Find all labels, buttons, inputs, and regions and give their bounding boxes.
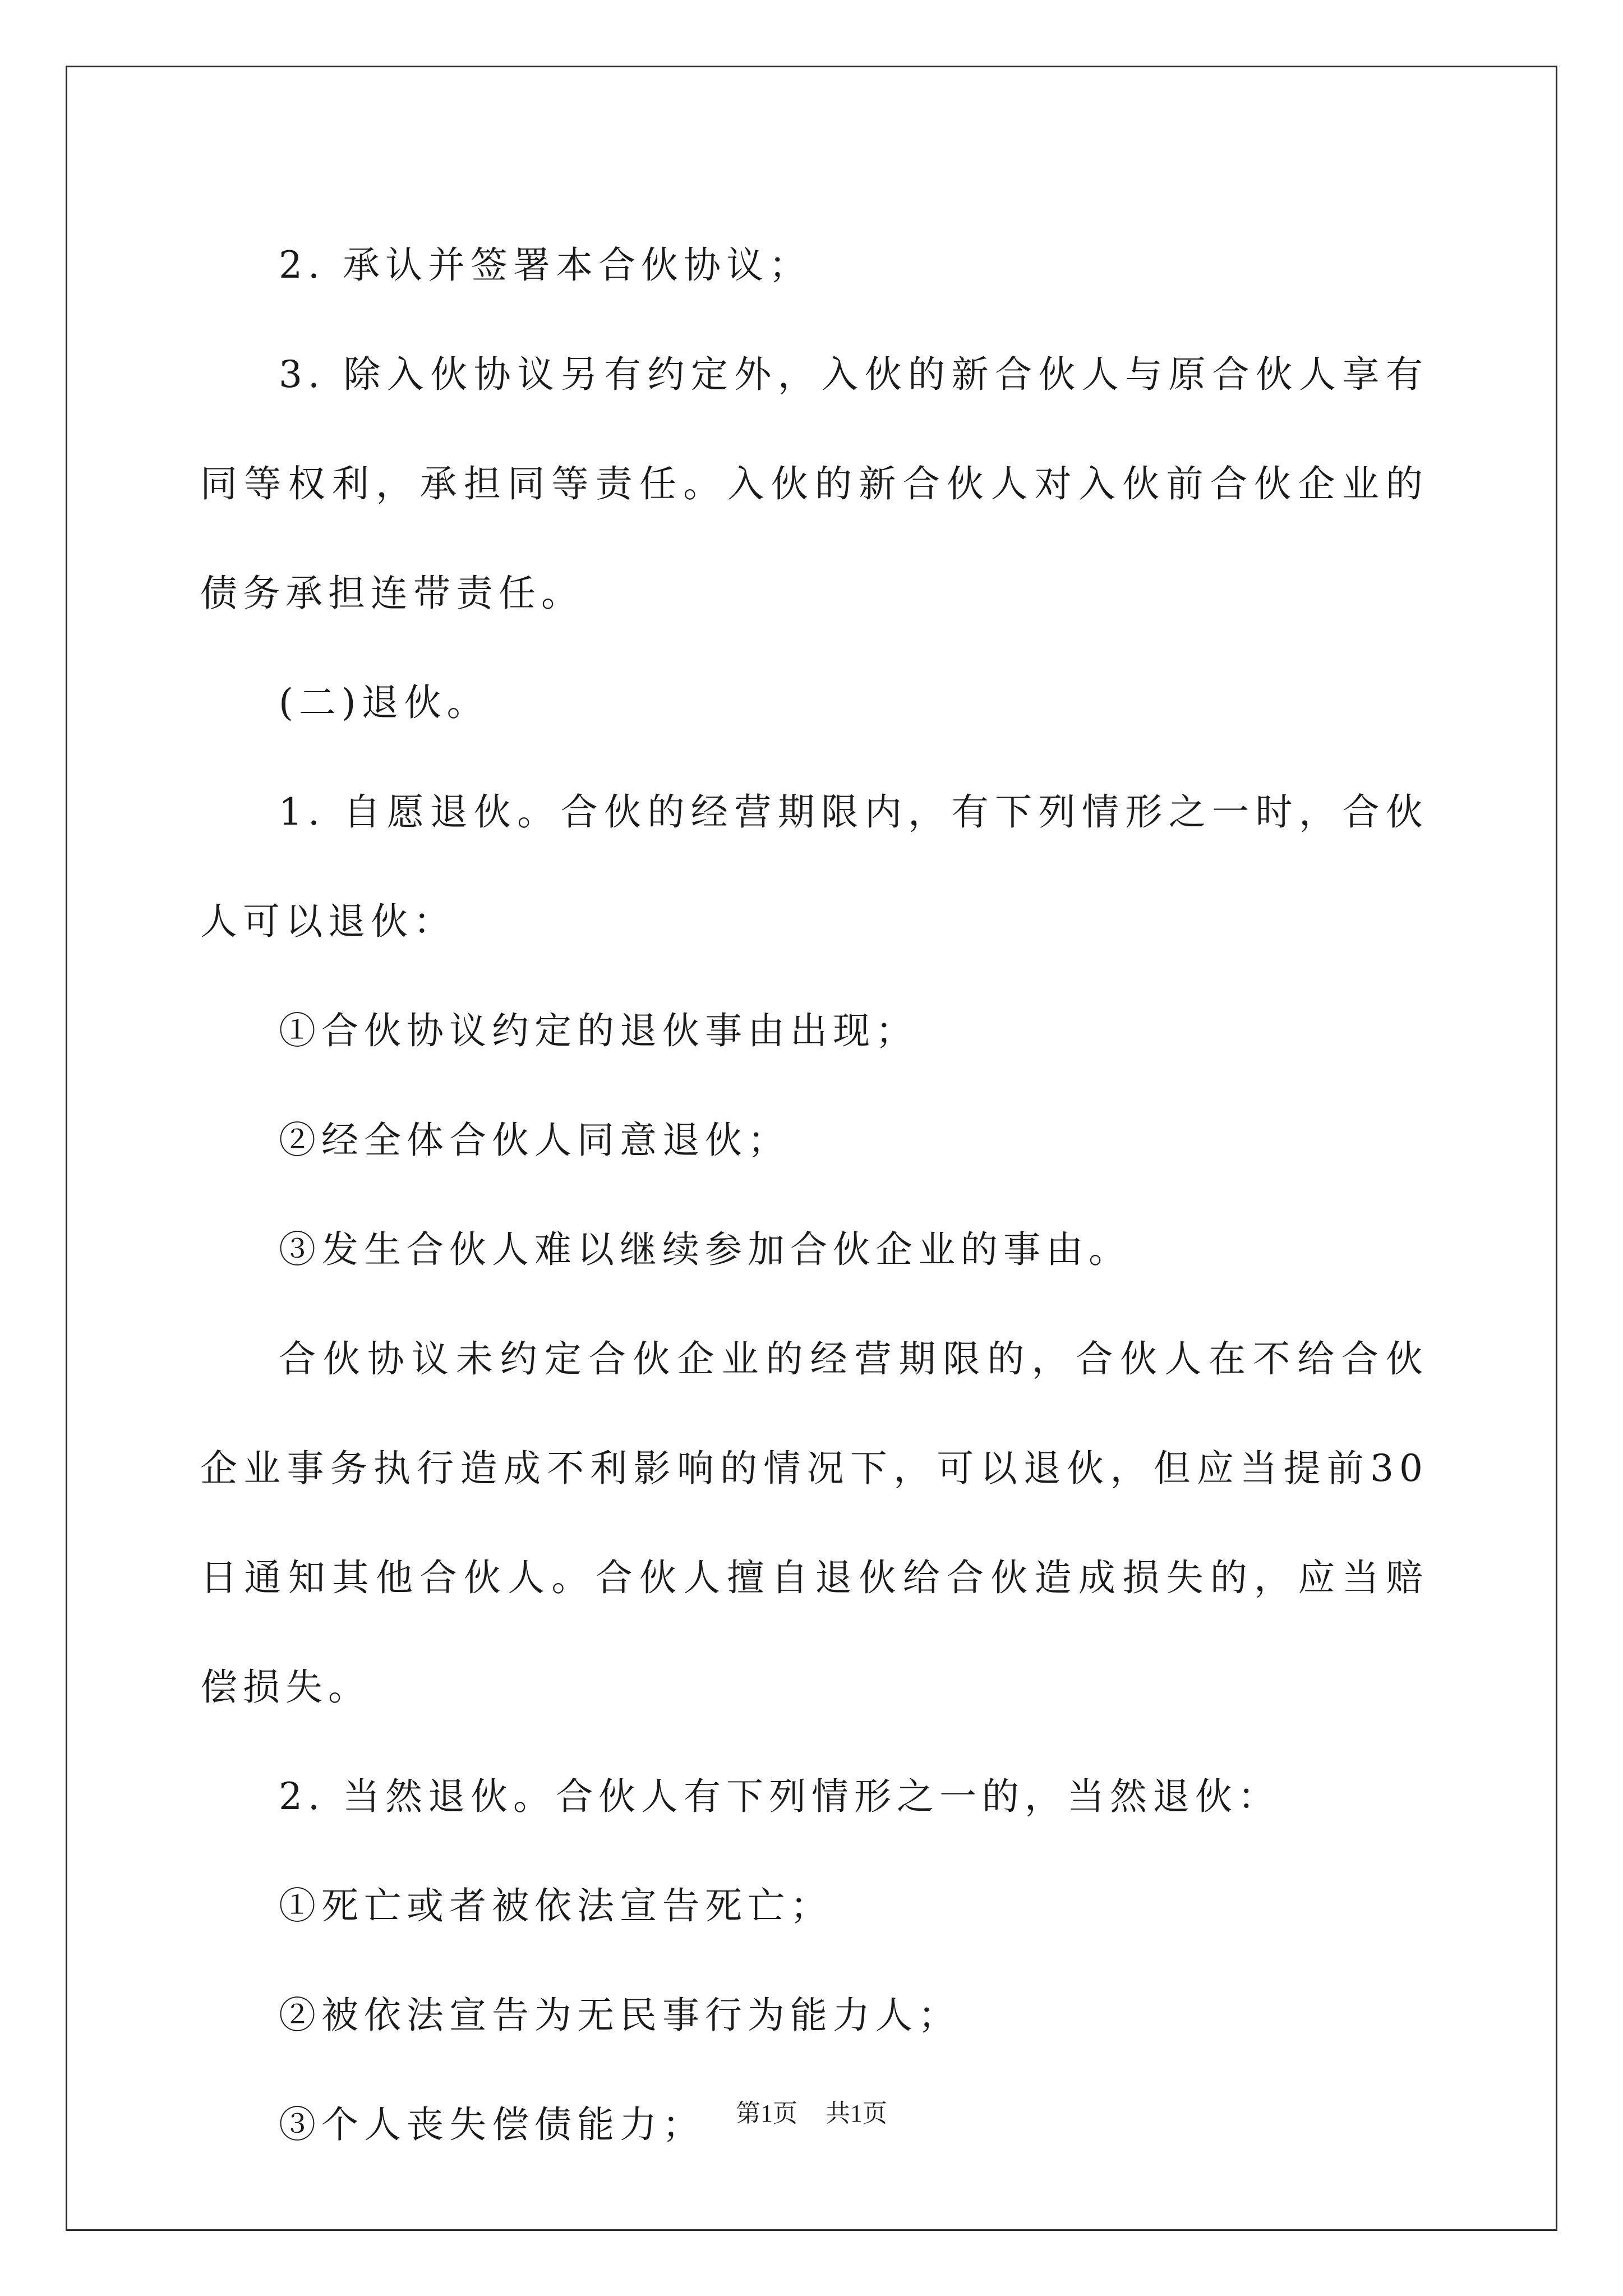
list-item-all-partners-consent: ②经全体合伙人同意退伙；: [279, 1119, 790, 1162]
list-item-unable-to-continue: ③发生合伙人难以继续参加合伙企业的事由。: [279, 1228, 1131, 1271]
list-item-death: ①死亡或者被依法宣告死亡；: [279, 1884, 833, 1927]
document-body: [200, 210, 1428, 2179]
section-heading-withdrawal: (二)退伙。: [279, 681, 490, 724]
paragraph-sign-agreement: 2. 承认并签署本合伙协议；: [279, 243, 811, 287]
paragraph-no-term-withdrawal: 合伙协议未约定合伙企业的经营期限的，合伙人在不给合伙企业事务执行造成不利影响的情况下，可以退伙，但应当提前30日通知其他合伙人。合伙人擅自退伙给合伙造成损失的，应当赔偿损失。: [200, 1337, 1428, 1709]
page-footer: [0, 2097, 1623, 2131]
list-item-insolvency: ③个人丧失偿债能力；: [279, 2103, 705, 2146]
paragraph-automatic-withdrawal: 2. 当然退伙。合伙人有下列情形之一的，当然退伙：: [279, 1775, 1280, 1818]
paragraph-voluntary-withdrawal: 1. 自愿退伙。合伙的经营期限内，有下列情形之一时，合伙人可以退伙：: [200, 790, 1428, 943]
list-item-incapacity: ②被依法宣告为无民事行为能力人；: [279, 1994, 961, 2037]
list-item-agreed-cause: ①合伙协议约定的退伙事由出现；: [279, 1009, 918, 1052]
page-number-total: 共1页: [826, 2100, 887, 2127]
paragraph-new-partner-rights: 3. 除入伙协议另有约定外，入伙的新合伙人与原合伙人享有同等权利，承担同等责任。入伙的新合伙人对入伙前合伙企业的债务承担连带责任。: [200, 353, 1428, 615]
page-number-current: 第1页: [736, 2100, 797, 2127]
